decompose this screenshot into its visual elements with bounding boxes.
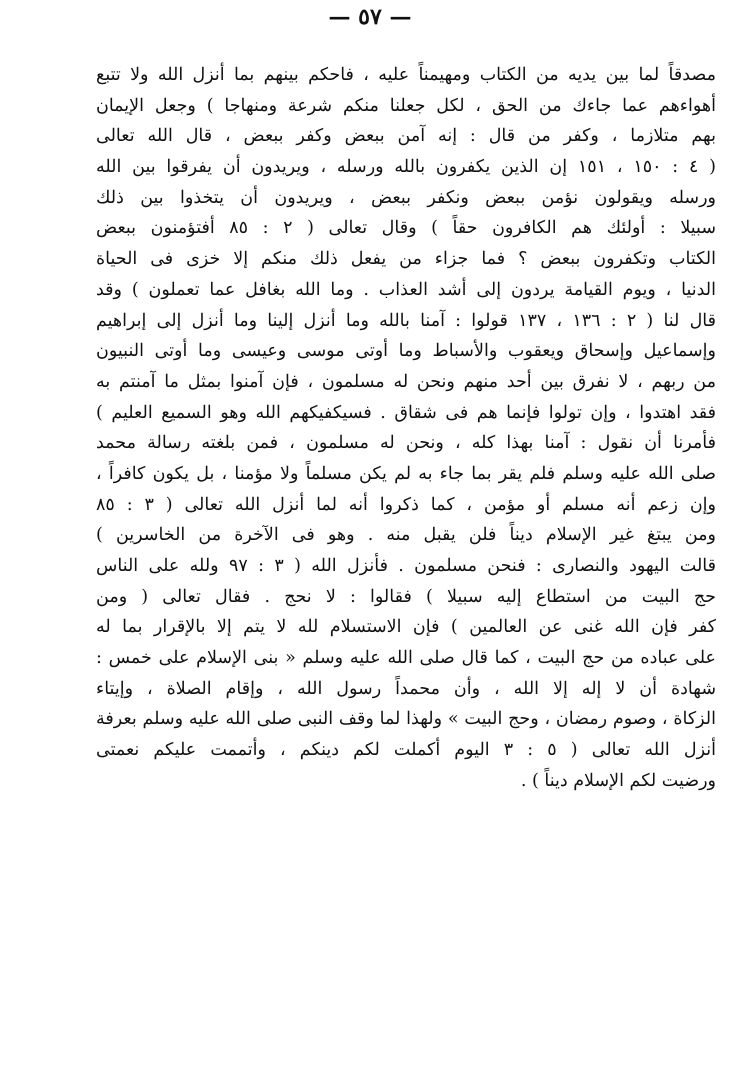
text-line: ومن يبتغ غير الإسلام ديناً فلن يقبل منه . وهو فى الآخرة من الخاسرين ) [96, 525, 716, 546]
page-number: — ٥٧ — [328, 4, 412, 30]
body-text [96, 60, 716, 797]
text-line: على عباده من حج البيت ، كما قال صلى الله عليه وسلم « بنى الإسلام على خمس : [96, 648, 716, 669]
text-line: الدنيا ، ويوم القيامة يردون إلى أشد العذاب . وما الله بغافل عما تعملون ) وقد [96, 279, 716, 300]
text-line: أهواءهم عما جاءك من الحق ، لكل جعلنا منكم شرعة ومنهاجا ) وجعل الإيمان [96, 95, 716, 116]
text-line: فأمرنا أن نقول : آمنا بهذا كله ، ونحن له مسلمون ، فمن بلغته رسالة محمد [96, 433, 716, 454]
text-line: ورسله ويقولون نؤمن ببعض ونكفر ببعض ، ويريدون أن يتخذوا بين ذلك [96, 187, 716, 208]
text-line: وإن زعم أنه مسلم أو مؤمن ، كما ذكروا أنه لما أنزل الله تعالى ( ٣ : ٨٥ [96, 494, 716, 515]
text-line: وإسماعيل وإسحاق ويعقوب والأسباط وما أوتى موسى وعيسى وما أوتى النبيون [96, 341, 716, 362]
text-line-last: ورضيت لكم الإسلام ديناً ) . [520, 770, 716, 791]
text-line: شهادة أن لا إله إلا الله ، وأن محمداً رسول الله ، وإقام الصلاة ، وإيتاء [96, 678, 716, 699]
text-line: كفر فإن الله غنى عن العالمين ) فإن الاستسلام لله لا يتم إلا بالإقرار بما له [96, 617, 716, 638]
text-line: حج البيت من استطاع إليه سبيلا ) فقالوا : لا نحج . فقال تعالى ( ومن [96, 586, 716, 607]
text-line: صلى الله عليه وسلم فلم يقر بما جاء به لم يكن مسلماً ولا مؤمنا ، بل يكون كافراً ، [96, 463, 716, 484]
text-line: مصدقاً لما بين يديه من الكتاب ومهيمناً عليه ، فاحكم بينهم بما أنزل الله ولا تتبع [96, 65, 716, 85]
text-line: الكتاب وتكفرون ببعض ؟ فما جزاء من يفعل ذلك منكم إلا خزى فى الحياة [96, 249, 716, 270]
text-line: قال لنا ( ٢ : ١٣٦ ، ١٣٧ قولوا : آمنا بالله وما أنزل إلينا وما أنزل إلى إبراهيم [96, 310, 716, 331]
text-line: قالت اليهود والنصارى : فنحن مسلمون . فأنزل الله ( ٣ : ٩٧ ولله على الناس [96, 556, 716, 576]
text-line: ( ٤ : ١٥٠ ، ١٥١ إن الذين يكفرون بالله ورسله ، ويريدون أن يفرقوا بين الله [96, 157, 716, 178]
text-line: من ربهم ، لا نفرق بين أحد منهم ونحن له مسلمون ، فإن آمنوا بمثل ما آمنتم به [96, 371, 716, 392]
text-line: أنزل الله تعالى ( ٥ : ٣ اليوم أكملت لكم دينكم ، وأتممت عليكم نعمتى [96, 740, 716, 761]
text-line: فقد اهتدوا ، وإن تولوا فإنما هم فى شقاق . فسيكفيكهم الله وهو السميع العليم ) [96, 402, 716, 423]
text-line: الزكاة ، وصوم رمضان ، وحج البيت » ولهذا لما وقف النبى صلى الله عليه وسلم بعرفة [96, 709, 716, 730]
text-line: بهم متلازما ، وكفر من قال : إنه آمن ببعض وكفر ببعض ، قال الله تعالى [96, 126, 716, 147]
text-line: سبيلا : أولئك هم الكافرون حقاً ) وقال تعالى ( ٢ : ٨٥ أفتؤمنون ببعض [96, 218, 716, 239]
